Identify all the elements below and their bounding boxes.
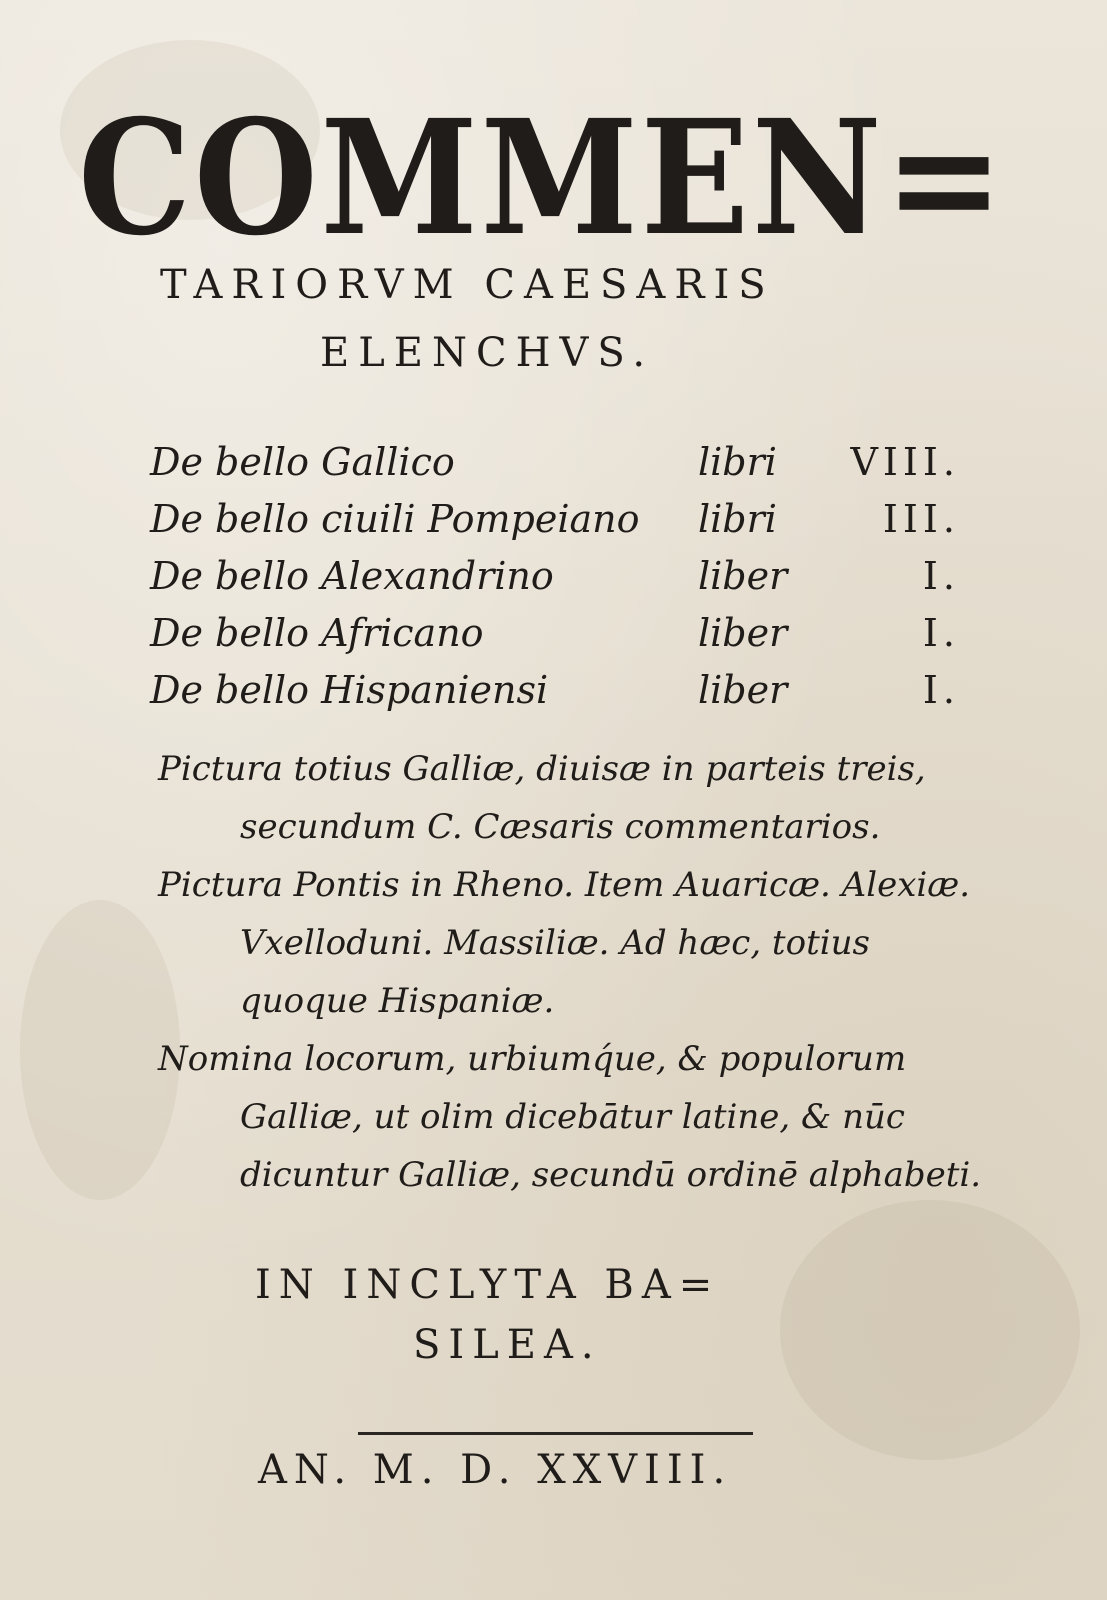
contents-item: Pictura totius Galliæ, diuisæ in parteis treis, secundum C. Cæsaris commentarios. bbox=[158, 749, 926, 847]
divider-rule bbox=[358, 1432, 753, 1435]
subtitle-line-1: TARIORVM CAESARIS bbox=[160, 262, 775, 308]
book-title: De bello Gallico bbox=[150, 440, 455, 484]
book-row bbox=[150, 668, 960, 725]
book-count: I. bbox=[922, 554, 960, 598]
book-unit: liber bbox=[698, 554, 788, 598]
book-title: De bello ciuili Pompeiano bbox=[150, 497, 640, 541]
book-count: VIII. bbox=[850, 440, 960, 484]
main-title: COMMEN= bbox=[78, 86, 1007, 271]
contents-item: Nomina locorum, urbiumq́ue, & populorum Galliæ, ut olim dicebātur latine, & nūc dicuntur Galliæ, secundū ordinē alphabeti. bbox=[158, 1039, 982, 1195]
book-row bbox=[150, 554, 960, 611]
book-row bbox=[150, 440, 960, 497]
book-row bbox=[150, 497, 960, 554]
contents-item: Pictura Pontis in Rheno. Item Auaricæ. Alexiæ. Vxelloduni. Massiliæ. Ad hæc, totius quoque Hispaniæ. bbox=[158, 865, 971, 1021]
book-count: III. bbox=[882, 497, 960, 541]
paper-stain bbox=[20, 900, 180, 1200]
publication-date: AN. M. D. XXVIII. bbox=[258, 1447, 733, 1493]
contents-list bbox=[158, 740, 988, 1204]
imprint-line-2: SILEA. bbox=[413, 1322, 602, 1368]
book-count: I. bbox=[922, 668, 960, 712]
book-count: I. bbox=[922, 611, 960, 655]
book-unit: liber bbox=[698, 668, 788, 712]
book-unit: libri bbox=[698, 497, 777, 541]
paper-stain bbox=[780, 1200, 1080, 1460]
book-title: De bello Africano bbox=[150, 611, 484, 655]
imprint-line-1: IN INCLYTA BA= bbox=[255, 1262, 721, 1308]
book-row bbox=[150, 611, 960, 668]
book-unit: libri bbox=[698, 440, 777, 484]
book-title: De bello Hispaniensi bbox=[150, 668, 549, 712]
subtitle-line-2: ELENCHVS. bbox=[320, 330, 655, 376]
book-list bbox=[150, 440, 960, 725]
book-title: De bello Alexandrino bbox=[150, 554, 554, 598]
book-unit: liber bbox=[698, 611, 788, 655]
